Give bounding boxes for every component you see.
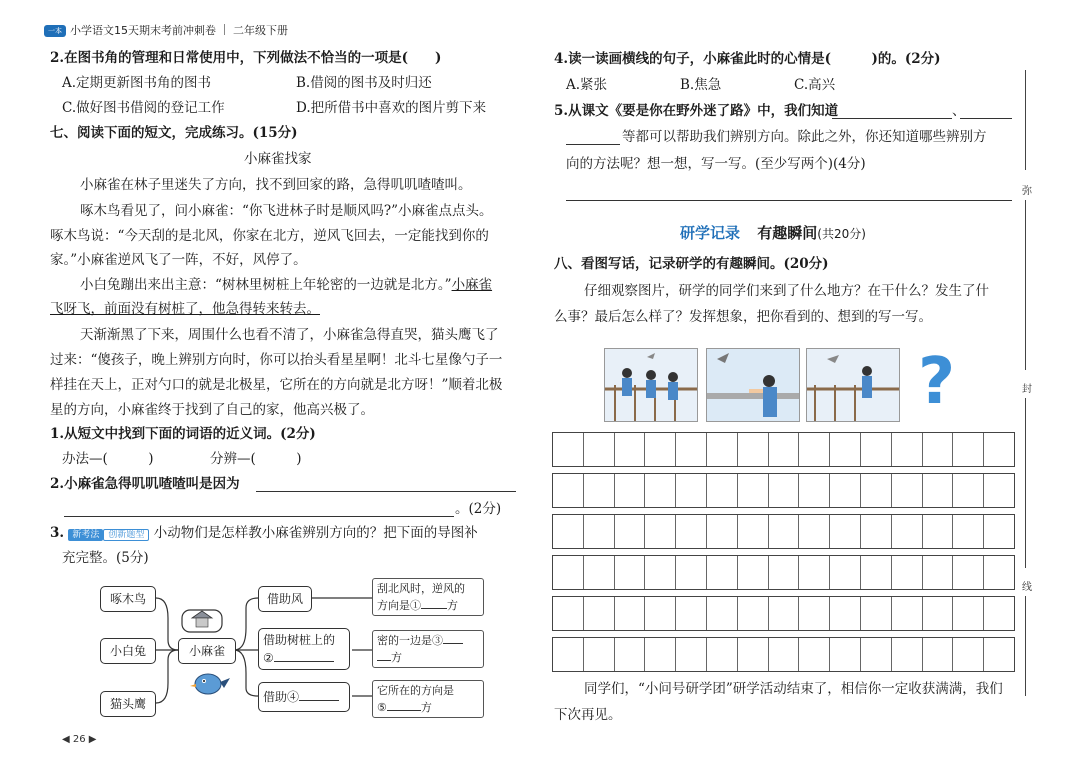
question-4: 4.读一读画横线的句子，小麻雀此时的心情是( )的。(2分) — [554, 51, 941, 67]
option-d: D.把所借书中喜欢的图片剪下来 — [296, 100, 487, 116]
binding-mark-1: 弥 — [1022, 186, 1032, 197]
q5-blank-2[interactable] — [960, 118, 1012, 119]
picture-2 — [706, 348, 800, 422]
section-banner — [680, 222, 866, 243]
header-divider — [224, 24, 225, 35]
grid-row[interactable] — [552, 596, 1015, 631]
question-3-number: 3. — [50, 525, 65, 541]
banner-research: 研学记录 — [680, 224, 741, 242]
grid-row[interactable] — [552, 432, 1015, 467]
story-paragraph-2a: 啄木鸟看见了，问小麻雀：“你飞进林子时是顺风吗?”小麻雀点点头。 — [80, 203, 493, 219]
banner-moment: 有趣瞬间 — [757, 224, 818, 242]
method-stump — [258, 628, 350, 670]
option-c: C.做好图书借阅的登记工作 — [62, 100, 225, 116]
method-wind: 借助风 — [258, 586, 312, 612]
story-paragraph-4d: 星的方向，小麻雀终于找到了自己的家，他高兴极了。 — [50, 402, 374, 418]
question-3-text-cont: 充完整。(5分) — [62, 550, 149, 566]
page-number: ◀ 26 ▶ — [62, 734, 97, 745]
q4-option-a: A.紧张 — [566, 77, 608, 93]
picture-3 — [806, 348, 900, 422]
q4-option-c: C.高兴 — [794, 77, 836, 93]
animal-rabbit: 小白兔 — [100, 638, 156, 664]
q5-blank-1[interactable] — [832, 118, 952, 119]
brand-badge: 一本 — [44, 25, 66, 37]
paragraph-3-plain: 小白兔蹦出来出主意：“树林里树桩上年轮密的一边就是北方。” — [80, 277, 452, 293]
question-2-stem: 2.在图书角的管理和日常使用中，下列做法不恰当的一项是( ) — [50, 50, 442, 66]
result-stump[interactable]: 密的一边是③ 方 — [372, 630, 484, 668]
picture-1 — [604, 348, 698, 422]
method-stump-label: 借助树桩上的 — [263, 633, 336, 647]
closing-line-2: 下次再见。 — [554, 707, 622, 723]
binding-line-1 — [1025, 70, 1026, 170]
q5-answer-line[interactable] — [566, 200, 1012, 201]
binding-mark-2: 封 — [1022, 384, 1032, 395]
question-1: 1.从短文中找到下面的词语的近义词。(2分) — [50, 426, 316, 442]
question-3-text: 小动物们是怎样教小麻雀辨别方向的？把下面的导图补 — [153, 525, 478, 541]
story-paragraph-4a: 天渐渐黑了下来，周围什么也看不清了，小麻雀急得直哭，猫头鹰飞了 — [80, 327, 499, 343]
binding-line-2 — [1025, 200, 1026, 370]
closing-line-1: 同学们，“小问号研学团”研学活动结束了，相信你一定收获满满，我们 — [584, 681, 1003, 697]
grid-row[interactable] — [552, 514, 1015, 549]
option-a: A.定期更新图书角的图书 — [62, 75, 212, 91]
grade-label: 二年级下册 — [233, 24, 288, 37]
story-title: 小麻雀找家 — [244, 151, 312, 167]
instruction-line-1: 仔细观察图片，研学的同学们来到了什么地方？在干什么？发生了什 — [584, 283, 989, 299]
binding-mark-3: 线 — [1022, 582, 1032, 593]
underlined-sentence-start: 小麻雀 — [451, 277, 493, 293]
q5-continued: 等都可以帮助我们辨别方向。除此之外，你还知道哪些辨别方 — [622, 129, 987, 145]
question-3 — [50, 522, 478, 546]
story-paragraph-1: 小麻雀在林子里迷失了方向，找不到回家的路，急得叽叽喳喳叫。 — [80, 177, 472, 193]
header-title — [70, 22, 288, 38]
story-paragraph-4b: 过来：“傻孩子，晚上辨别方向时，你可以抬头看星星啊！北斗七星像勺子一 — [50, 352, 503, 368]
q5-separator: 、 — [952, 103, 966, 119]
q5-text-2: 向的方法呢？想一想，写一写。(至少写两个)(4分) — [566, 156, 866, 172]
question-2: 2.小麻雀急得叽叽喳喳叫是因为 — [50, 476, 240, 492]
grid-row[interactable] — [552, 473, 1015, 508]
synonym-blank-1[interactable]: 办法—( ) — [62, 451, 154, 467]
animal-woodpecker: 啄木鸟 — [100, 586, 156, 612]
method-blank-4[interactable]: 借助④ — [258, 682, 350, 712]
grid-row[interactable] — [552, 555, 1015, 590]
option-b: B.借阅的图书及时归还 — [296, 75, 432, 91]
answer-line-1[interactable] — [256, 491, 516, 492]
animal-owl: 猫头鹰 — [100, 691, 156, 717]
story-paragraph-2c: 家。”小麻雀逆风飞了一阵，不好，风停了。 — [50, 252, 307, 268]
story-paragraph-2b: 啄木鸟说：“今天刮的是北风，你家在北方，逆风飞回去，一定能找到你的 — [50, 228, 489, 244]
binding-line-3 — [1025, 398, 1026, 568]
binding-line-4 — [1025, 596, 1026, 696]
story-paragraph-4c: 样挂在天上，正对勺口的就是北极星，它所在的方向就是北方呀！”顺着北极 — [50, 377, 503, 393]
result-star[interactable]: 它所在的方向是 ⑤ 方 — [372, 680, 484, 718]
page-header — [0, 0, 1080, 48]
mind-map — [96, 578, 486, 718]
new-method-tag: 新考法 — [68, 529, 103, 541]
instruction-line-2: 么事？最后怎么样了？发挥想象，把你看到的、想到的写一写。 — [554, 309, 932, 325]
answer-line-2[interactable] — [64, 516, 454, 517]
result-wind[interactable]: 刮北风时，逆风的 方向是① 方 — [372, 578, 484, 616]
q5-blank-3[interactable] — [566, 144, 620, 145]
q4-option-b: B.焦急 — [680, 77, 722, 93]
blank-2[interactable]: ② — [263, 649, 345, 667]
underlined-sentence: 飞呀飞，前面没有树桩了，他急得转来转去。 — [50, 301, 320, 317]
grid-row[interactable] — [552, 637, 1015, 672]
innovative-type-tag: 创新题型 — [103, 529, 149, 541]
book-title: 小学语文15天期末考前冲刺卷 — [70, 24, 216, 37]
section-8-title: 八、看图写话，记录研学的有趣瞬间。(20分) — [554, 256, 829, 272]
question-5: 5.从课文《要是你在野外迷了路》中，我们知道 — [554, 103, 839, 119]
question-mark-icon: ? — [918, 345, 956, 419]
banner-points: (共20分) — [817, 227, 866, 241]
question-2-points: 。(2分) — [455, 501, 502, 517]
story-paragraph-3a — [80, 274, 492, 296]
section-7-title: 七、阅读下面的短文，完成练习。(15分) — [50, 125, 298, 141]
center-sparrow: 小麻雀 — [178, 638, 236, 664]
synonym-blank-2[interactable]: 分辨—( ) — [210, 451, 302, 467]
